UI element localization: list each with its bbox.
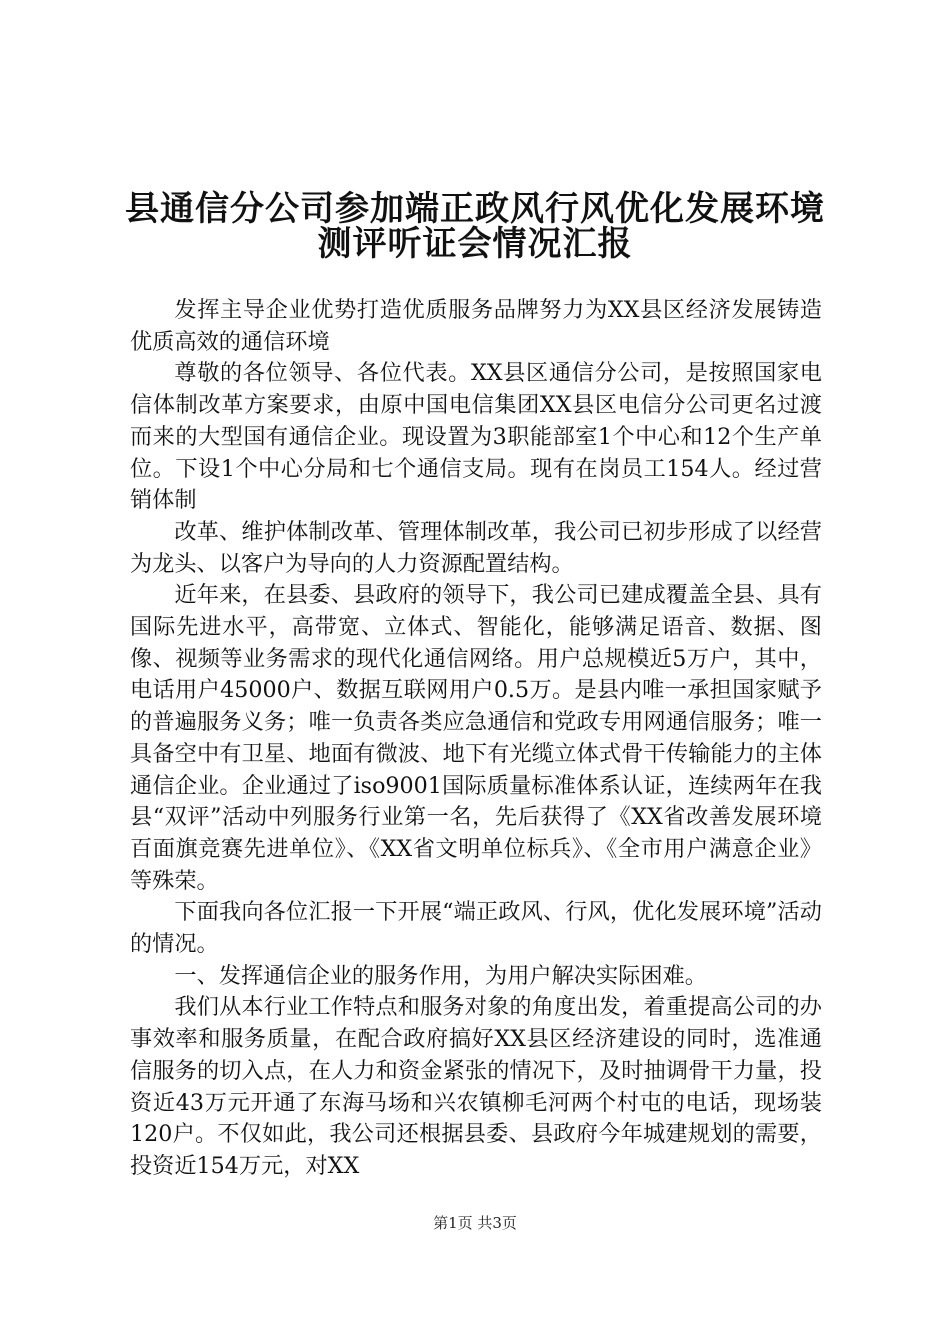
paragraph: 改革、维护体制改革、管理体制改革，我公司已初步形成了以经营为龙头、以客户为导向的人力资源配置结构。 bbox=[130, 518, 822, 577]
paragraph: 发挥主导企业优势打造优质服务品牌努力为XX县区经济发展铸造优质高效的通信环境 bbox=[130, 297, 822, 355]
paragraph: 我们从本行业工作特点和服务对象的角度出发，着重提高公司的办事效率和服务质量，在配合政府搞好XX县区经济建设的同时，选准通信服务的切入点，在人力和资金紧张的情况下，及时抽调骨干力量，投资近43万元开通了东海马场和兴农镇柳毛河两个村屯的电话，现场装120户。不仅如此，我公司还根据县委、县政府今年城建规划的需要，投资近154万元，对XX bbox=[130, 994, 822, 1179]
paragraph: 下面我向各位汇报一下开展“端正政风、行风，优化发展环境”活动的情况。 bbox=[130, 899, 822, 958]
paragraph: 近年来，在县委、县政府的领导下，我公司已建成覆盖全县、具有国际先进水平，高带宽、立体式、智能化，能够满足语音、数据、图像、视频等业务需求的现代化通信网络。用户总规模近5万户，其中，电话用户45000户、数据互联网用户0.5万。是县内唯一承担国家赋予的普遍服务义务；唯一负责各类应急通信和党政专用网通信服务；唯一具备空中有卫星、地面有微波、地下有光缆立体式骨干传输能力的主体通信企业。企业通过了iso9001国际质量标准体系认证，连续两年在我县“双评”活动中列服务行业第一名，先后获得了《XX省改善发展环境百面旗竞赛先进单位》、《XX省文明单位标兵》、《全市用户满意企业》等殊荣。 bbox=[130, 582, 822, 894]
document-title-line-1: 县通信分公司参加端正政风行风优化发展环境 bbox=[125, 189, 825, 229]
document-body bbox=[130, 295, 822, 1183]
paragraph: 一、发挥通信企业的服务作用，为用户解决实际困难。 bbox=[174, 962, 707, 989]
document-title-line-2: 测评听证会情况汇报 bbox=[317, 224, 633, 264]
paragraph: 尊敬的各位领导、各位代表。XX县区通信分公司，是按照国家电信体制改革方案要求，由原中国电信集团XX县区电信分公司更名过渡而来的大型国有通信企业。现设置为3职能部室1个中心和12个生产单位。下设1个中心分局和七个通信支局。现有在岗员工154人。经过营销体制 bbox=[130, 360, 822, 514]
page-number-footer: 第1页 共3页 bbox=[433, 1214, 517, 1232]
